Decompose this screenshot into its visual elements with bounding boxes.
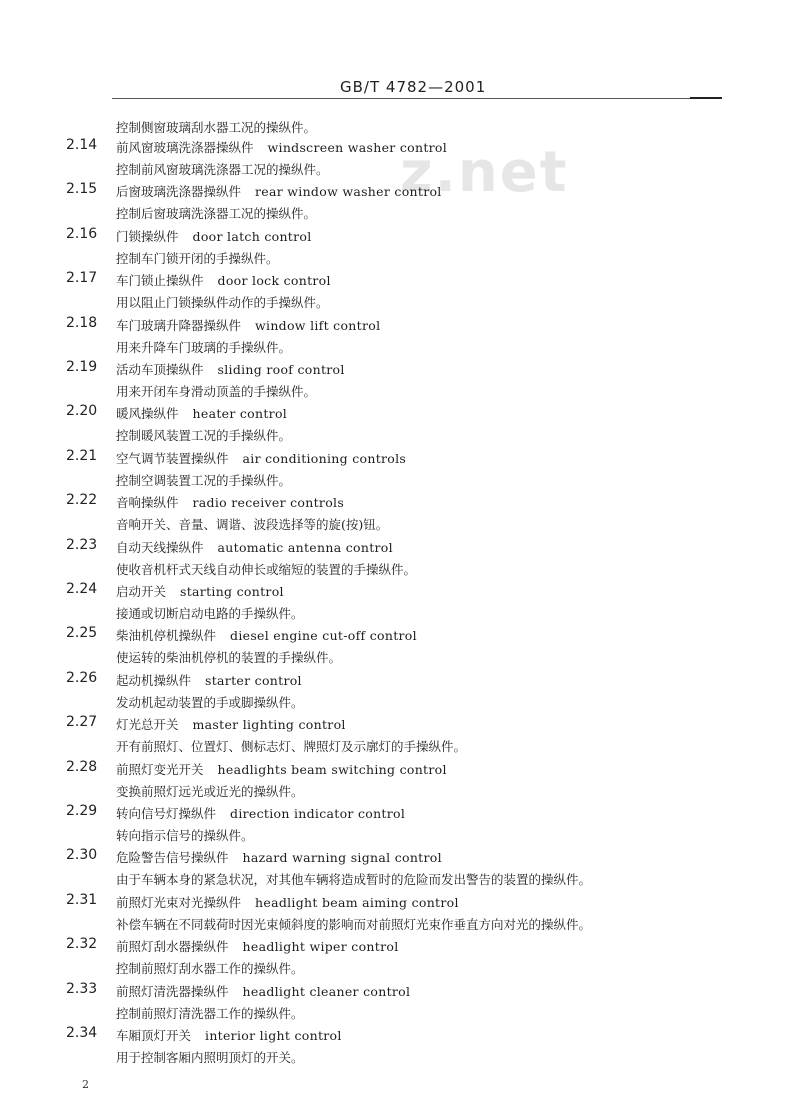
entry-title: 灯光总开关 bbox=[116, 717, 179, 733]
entry-english-term: headlight wiper control bbox=[242, 939, 399, 955]
entry-number: 2.16 bbox=[66, 225, 98, 242]
entry-description: 控制车门锁开闭的手操纵件。 bbox=[116, 250, 279, 266]
entry-title: 前照灯刮水器操纵件 bbox=[116, 939, 229, 955]
entry-number: 2.27 bbox=[66, 714, 98, 731]
entry-heading bbox=[116, 893, 459, 911]
entry-heading bbox=[116, 449, 406, 467]
entry-english-term: rear window washer control bbox=[255, 184, 442, 200]
entry-english-term: starter control bbox=[205, 672, 302, 688]
entry-english-term: headlights beam switching control bbox=[217, 761, 447, 777]
entry-description: 补偿车辆在不同载荷时因光束倾斜度的影响而对前照灯光束作垂直方向对光的操纵件。 bbox=[116, 916, 592, 932]
entry-number: 2.23 bbox=[66, 536, 98, 553]
entry-title: 转向信号灯操纵件 bbox=[116, 806, 217, 821]
standard-code: GB/T 4782—2001 bbox=[340, 78, 487, 96]
watermark: z.net bbox=[400, 140, 569, 205]
entry-number: 2.22 bbox=[66, 492, 98, 509]
entry-description: 控制前风窗玻璃洗涤器工况的操纵件。 bbox=[116, 162, 329, 177]
entry-number: 2.29 bbox=[66, 803, 98, 819]
entry-heading bbox=[116, 937, 399, 955]
entry-english-term: radio receiver controls bbox=[192, 495, 345, 511]
entry-description: 用来升降车门玻璃的手操纵件。 bbox=[116, 339, 292, 355]
entry-title: 柴油机停机操纵件 bbox=[116, 628, 217, 644]
entry-english-term: interior light control bbox=[205, 1028, 342, 1043]
entry-english-term: sliding roof control bbox=[217, 362, 345, 377]
entry-number: 2.19 bbox=[66, 359, 98, 375]
entry-description: 用以阻止门锁操纵件动作的手操纵件。 bbox=[116, 295, 329, 311]
entry-title: 门锁操纵件 bbox=[116, 228, 179, 244]
entry-description: 转向指示信号的操纵件。 bbox=[116, 828, 254, 843]
entry-description: 控制后窗玻璃洗涤器工况的操纵件。 bbox=[116, 206, 317, 222]
entry-heading bbox=[116, 582, 284, 600]
entry-english-term: automatic antenna control bbox=[217, 539, 393, 555]
entry-heading bbox=[116, 848, 442, 866]
entry-description: 控制空调装置工况的手操纵件。 bbox=[116, 472, 292, 488]
entry-english-term: heater control bbox=[192, 406, 288, 422]
entry-description: 用于控制客厢内照明顶灯的开关。 bbox=[116, 1050, 304, 1065]
entry-english-term: headlight cleaner control bbox=[242, 983, 411, 999]
entry-number: 2.32 bbox=[66, 936, 98, 953]
entry-number: 2.25 bbox=[66, 625, 98, 642]
entry-number: 2.26 bbox=[66, 669, 98, 686]
entry-number: 2.30 bbox=[66, 847, 98, 864]
entry-english-term: windscreen washer control bbox=[267, 140, 448, 155]
entry-heading bbox=[116, 138, 447, 156]
entry-description: 使收音机杆式天线自动伸长或缩短的装置的手操纵件。 bbox=[116, 561, 417, 577]
entry-number: 2.21 bbox=[66, 447, 98, 464]
entry-description: 控制前照灯刮水器工作的操纵件。 bbox=[116, 961, 304, 977]
entry-english-term: air conditioning controls bbox=[242, 450, 407, 466]
entry-description: 用来开闭车身滑动顶盖的手操纵件。 bbox=[116, 384, 317, 399]
entry-english-term: hazard warning signal control bbox=[242, 850, 442, 866]
entry-heading bbox=[116, 182, 442, 200]
entry-number: 2.18 bbox=[66, 314, 98, 331]
header-rule-thick bbox=[690, 97, 722, 99]
entry-number: 2.15 bbox=[66, 181, 98, 198]
entry-heading bbox=[116, 626, 417, 644]
entry-description: 由于车辆本身的紧急状况，对其他车辆将造成暂时的危险而发出警告的装置的操纵件。 bbox=[116, 872, 592, 888]
entry-number: 2.14 bbox=[66, 137, 98, 153]
entry-number: 2.24 bbox=[66, 581, 98, 597]
entry-heading bbox=[116, 804, 405, 822]
entry-heading bbox=[116, 404, 287, 422]
entry-description: 开有前照灯、位置灯、侧标志灯、牌照灯及示廓灯的手操纵件。 bbox=[116, 739, 467, 755]
entry-title: 起动机操纵件 bbox=[116, 672, 192, 688]
entry-english-term: door latch control bbox=[192, 228, 312, 244]
entry-title: 车门锁止操纵件 bbox=[116, 273, 204, 289]
entry-number: 2.28 bbox=[66, 758, 98, 775]
entry-heading bbox=[116, 493, 344, 511]
entry-heading bbox=[116, 538, 393, 556]
entry-description: 变换前照灯远光或近光的操纵件。 bbox=[116, 783, 304, 799]
entry-english-term: door lock control bbox=[217, 273, 331, 289]
entry-number: 2.31 bbox=[66, 891, 98, 908]
entry-description: 接通或切断启动电路的手操纵件。 bbox=[116, 606, 304, 621]
entry-english-term: diesel engine cut-off control bbox=[230, 628, 417, 644]
entry-title: 启动开关 bbox=[116, 584, 167, 599]
entry-number: 2.34 bbox=[66, 1025, 98, 1041]
entry-title: 车门玻璃升降器操纵件 bbox=[116, 317, 242, 333]
entry-english-term: direction indicator control bbox=[230, 806, 406, 821]
entry-number: 2.17 bbox=[66, 270, 98, 287]
entry-title: 前照灯变光开关 bbox=[116, 761, 204, 777]
entry-description: 发动机起动装置的手或脚操纵件。 bbox=[116, 694, 304, 710]
continuation-line: 控制侧窗玻璃刮水器工况的操纵件。 bbox=[116, 120, 317, 135]
entry-heading bbox=[116, 715, 346, 733]
entry-heading bbox=[116, 982, 410, 1000]
entry-title: 空气调节装置操纵件 bbox=[116, 450, 229, 466]
entry-title: 后窗玻璃洗涤器操纵件 bbox=[116, 184, 242, 200]
entry-title: 前风窗玻璃洗涤器操纵件 bbox=[116, 140, 254, 155]
entry-heading bbox=[116, 227, 312, 245]
entry-title: 音响操纵件 bbox=[116, 495, 179, 511]
entry-heading bbox=[116, 760, 447, 778]
entry-title: 活动车顶操纵件 bbox=[116, 362, 204, 377]
entry-title: 前照灯光束对光操纵件 bbox=[116, 894, 242, 910]
entry-heading bbox=[116, 316, 380, 334]
entry-heading bbox=[116, 360, 345, 378]
entry-english-term: headlight beam aiming control bbox=[255, 894, 459, 910]
entry-heading bbox=[116, 1026, 342, 1044]
page-number: 2 bbox=[82, 1078, 89, 1091]
entry-description: 使运转的柴油机停机的装置的手操纵件。 bbox=[116, 650, 342, 666]
entry-number: 2.33 bbox=[66, 980, 98, 997]
entry-title: 自动天线操纵件 bbox=[116, 539, 204, 555]
entry-title: 车厢顶灯开关 bbox=[116, 1028, 192, 1043]
page-header bbox=[0, 70, 800, 110]
entry-title: 前照灯清洗器操纵件 bbox=[116, 983, 229, 999]
entry-heading bbox=[116, 271, 331, 289]
entry-description: 控制前照灯清洗器工作的操纵件。 bbox=[116, 1005, 304, 1021]
entry-title: 危险警告信号操纵件 bbox=[116, 850, 229, 866]
entry-english-term: master lighting control bbox=[192, 717, 346, 733]
header-rule bbox=[112, 98, 722, 99]
entry-heading bbox=[116, 671, 302, 689]
entry-description: 音响开关、音量、调谐、波段选择等的旋(按)钮。 bbox=[116, 517, 389, 533]
entry-title: 暖风操纵件 bbox=[116, 406, 179, 422]
entry-english-term: window lift control bbox=[255, 317, 381, 333]
entry-description: 控制暖风装置工况的手操纵件。 bbox=[116, 428, 292, 444]
entry-english-term: starting control bbox=[180, 584, 284, 599]
entry-number: 2.20 bbox=[66, 403, 98, 420]
